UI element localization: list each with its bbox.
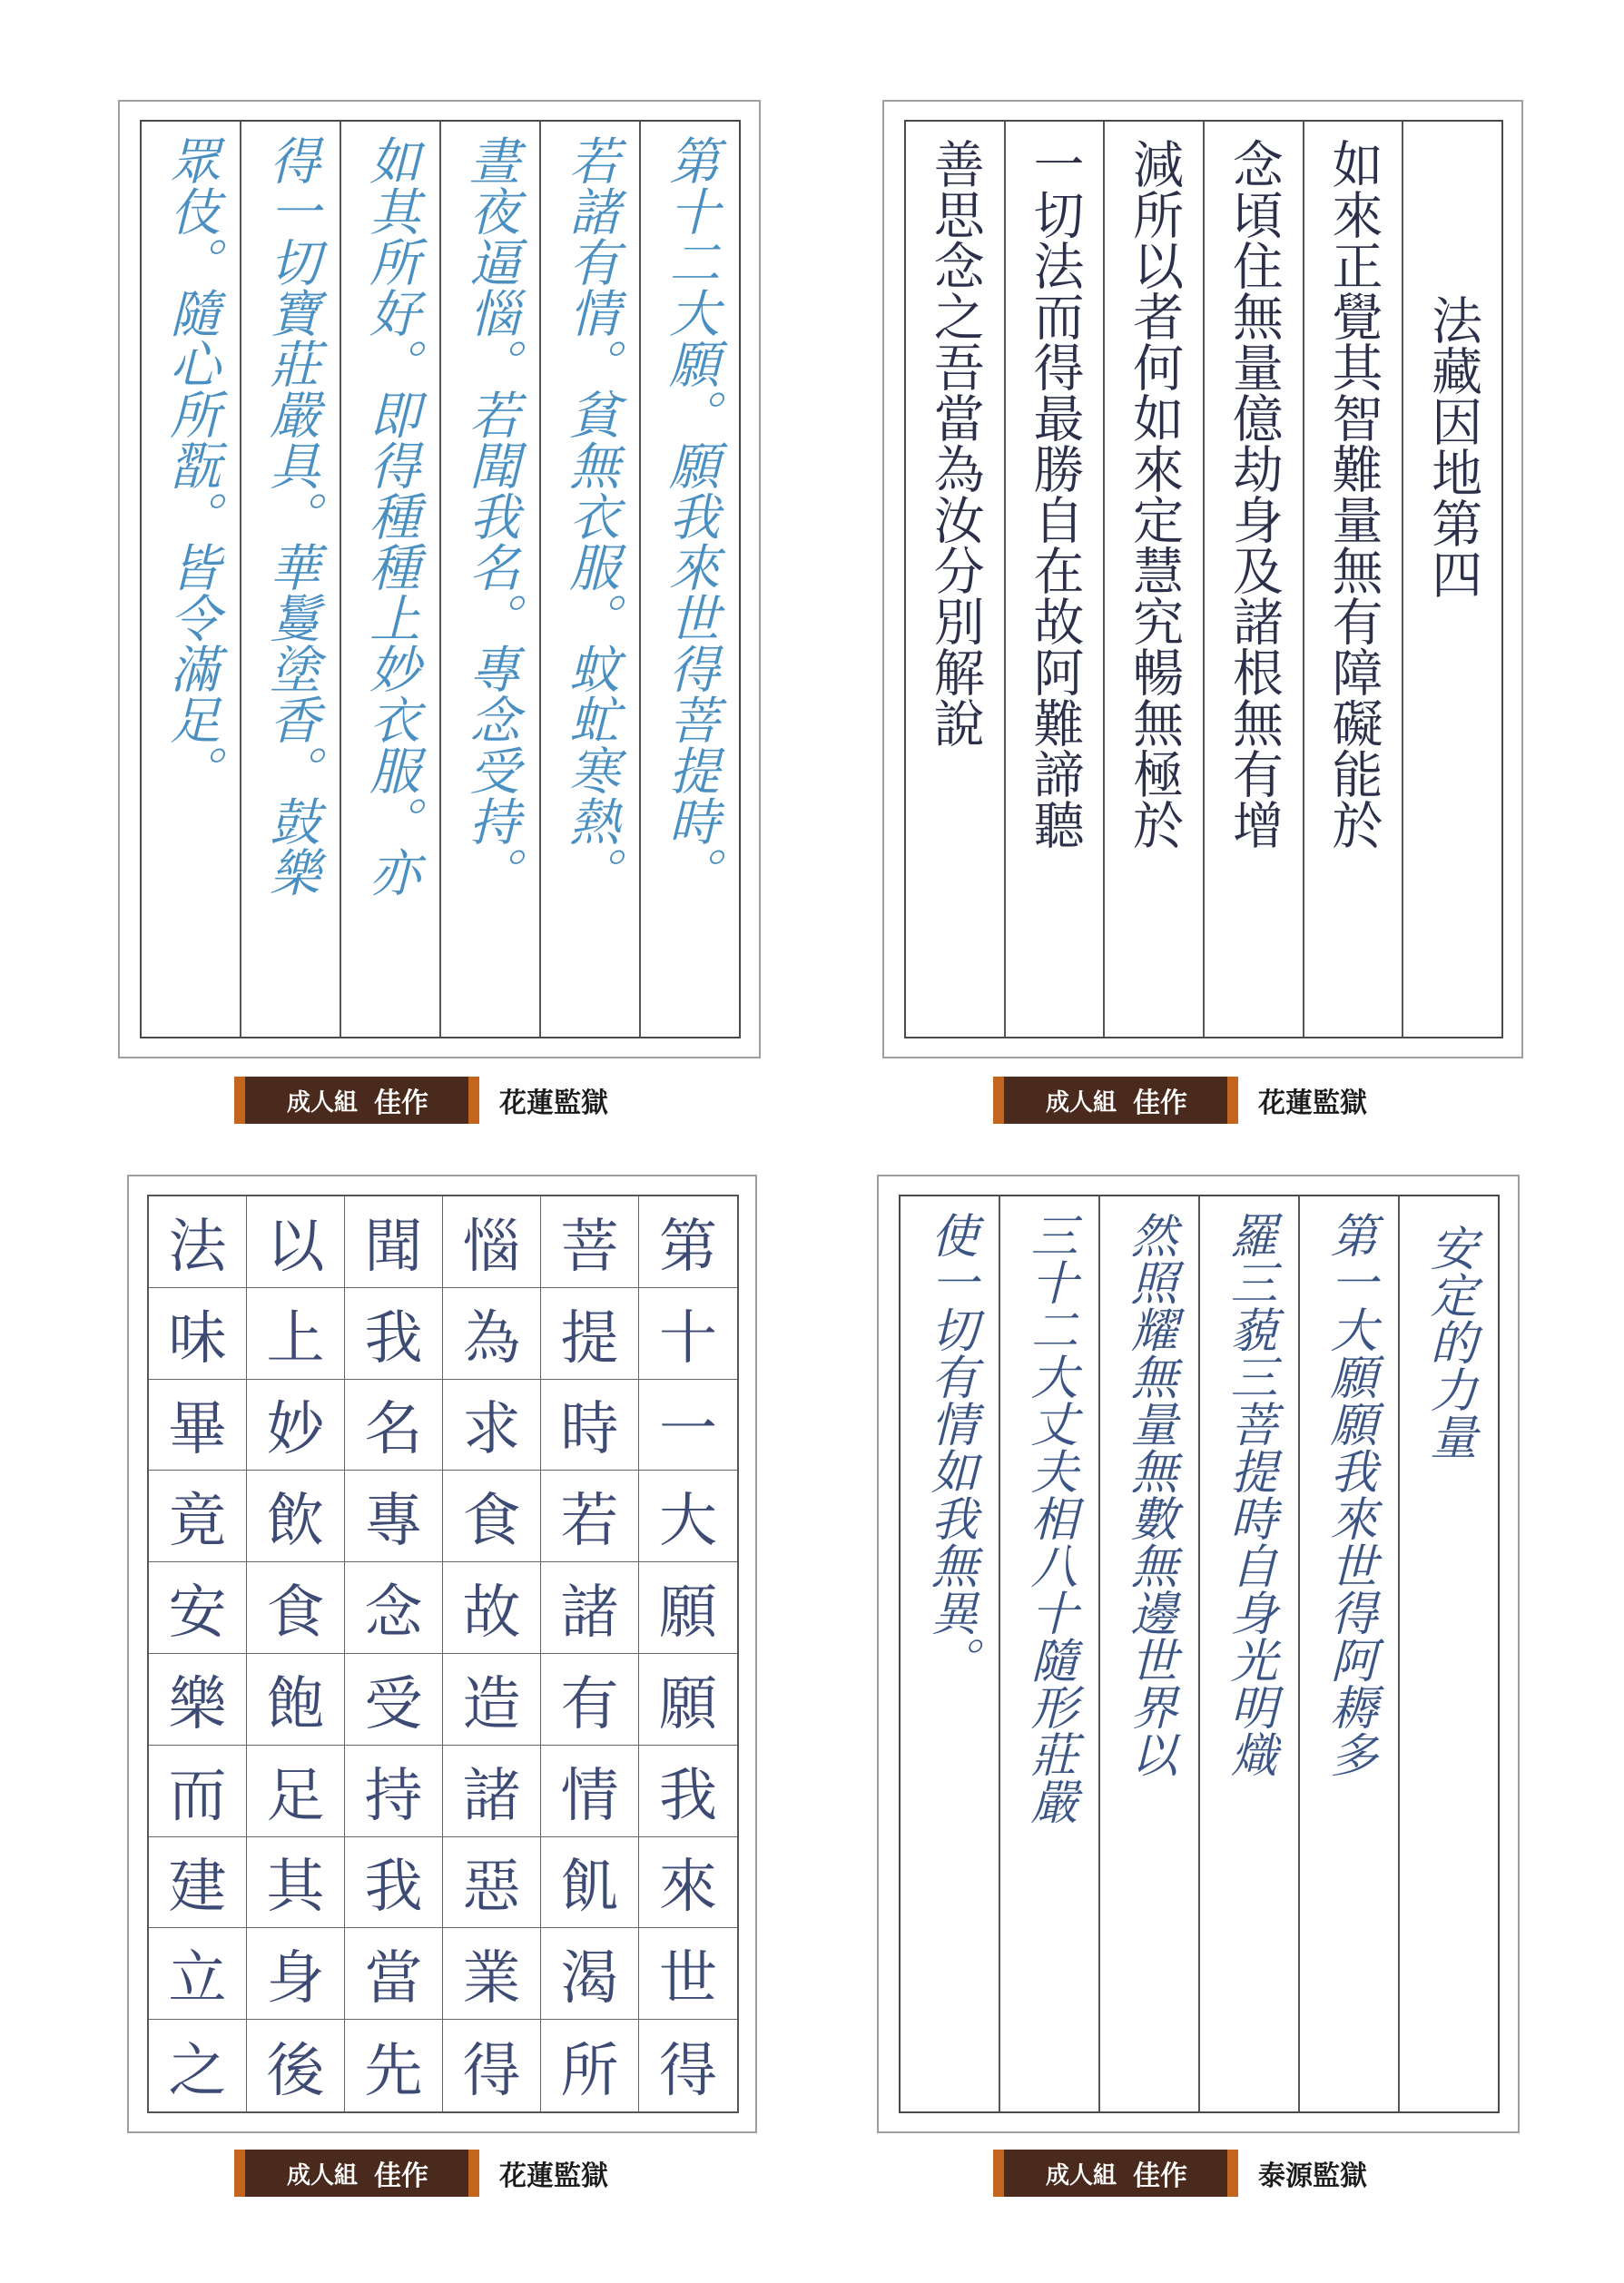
grid-cell: 我 [345, 1288, 443, 1380]
grid-cell: 大 [639, 1471, 737, 1562]
text-column [142, 122, 240, 1037]
grid-cell: 得 [659, 2037, 717, 2105]
grid-cell: 專 [345, 1471, 443, 1562]
text-column [906, 122, 1004, 1037]
grid-cell: 諸 [443, 1746, 541, 1837]
grid-cell: 建 [149, 1837, 247, 1929]
calligraphy-panel-4 [877, 1175, 1520, 2133]
column-text: 羅三藐三菩提時自身光明熾 [1222, 1211, 1276, 1777]
grid-cell: 當 [345, 1928, 443, 2020]
text-column [1103, 122, 1203, 1037]
text-column [439, 122, 539, 1037]
award-badge [234, 1077, 479, 1124]
grid-cell: 安 [149, 1562, 247, 1654]
grid-cell: 一 [639, 1380, 737, 1471]
text-column [1402, 122, 1501, 1037]
grid-cell: 第 [639, 1196, 737, 1288]
column-text: 如其所好。即得種種上妙衣服。亦 [361, 134, 420, 897]
award-badge [993, 1077, 1238, 1124]
grid-cell: 我 [639, 1746, 737, 1837]
column-text: 一切法而得最勝自在故阿難諦聽 [1025, 138, 1085, 850]
grid-cell: 身 [247, 1928, 345, 2020]
column-text: 若諸有情。貧無衣服。蚊虻寒熱。 [561, 134, 620, 897]
grid-cell: 為 [443, 1288, 541, 1380]
text-column [901, 1196, 999, 2111]
column-text: 三十二大丈夫相八十隨形莊嚴 [1022, 1211, 1077, 1825]
award-badge [993, 2150, 1238, 2197]
grid-cell: 食 [247, 1562, 345, 1654]
group-label: 成人組 [287, 1088, 359, 1117]
grid-cell: 味 [149, 1288, 247, 1380]
grid-cell: 惱 [443, 1196, 541, 1288]
column-text: 第十二大願。願我來世得菩提時。 [661, 134, 720, 897]
calligraphy-panel-1 [118, 100, 761, 1058]
column-text: 如來正覺其智難量無有障礙能於 [1324, 138, 1383, 850]
grid-cell: 念 [345, 1562, 443, 1654]
column-text: 法藏因地第四 [1423, 294, 1483, 599]
calligraphy-panel-2 [882, 100, 1523, 1058]
caption-4 [993, 2150, 1367, 2197]
grid-cell: 其 [247, 1837, 345, 1929]
grid-cell: 求 [443, 1380, 541, 1471]
grid-cell: 諸 [541, 1562, 639, 1654]
column-text: 第一大願願我來世得阿耨多 [1322, 1211, 1376, 1777]
grid-cell: 後 [247, 2020, 345, 2111]
manuscript-paper [140, 120, 741, 1038]
grid-cell: 菩 [541, 1196, 639, 1288]
grid-cell: 飲 [247, 1471, 345, 1562]
text-column [240, 122, 340, 1037]
grid-cell: 上 [247, 1288, 345, 1380]
group-label: 成人組 [1046, 1088, 1117, 1117]
grid-cell: 我 [345, 1837, 443, 1929]
grid-cell: 所 [541, 2020, 639, 2111]
caption-1 [234, 1077, 608, 1124]
grid-cell: 渴 [541, 1928, 639, 2020]
text-column [1203, 122, 1303, 1037]
award-label: 佳作 [374, 1087, 429, 1119]
text-column [539, 122, 639, 1037]
text-column [340, 122, 439, 1037]
group-label: 成人組 [1046, 2161, 1117, 2190]
grid-cell: 聞 [345, 1196, 443, 1288]
prison-label: 花蓮監獄 [499, 2160, 609, 2192]
award-label: 佳作 [1133, 2160, 1188, 2192]
text-column [1398, 1196, 1498, 2111]
grid-cell: 十 [639, 1288, 737, 1380]
grid-cell: 提 [541, 1288, 639, 1380]
grid-cell: 惡 [443, 1837, 541, 1929]
grid-cell: 業 [443, 1928, 541, 2020]
grid-cell: 飽 [247, 1654, 345, 1746]
prison-label: 泰源監獄 [1258, 2160, 1368, 2192]
calligraphy-panel-3 [127, 1175, 757, 2133]
grid-cell: 造 [443, 1654, 541, 1746]
grid-cell: 若 [541, 1471, 639, 1562]
caption-3 [234, 2150, 608, 2197]
grid-cell: 情 [541, 1746, 639, 1837]
grid-cell: 受 [345, 1654, 443, 1746]
text-column [639, 122, 739, 1037]
text-column [1004, 122, 1104, 1037]
grid-cell: 願 [639, 1562, 737, 1654]
grid-cell: 竟 [149, 1471, 247, 1562]
column-text: 晝夜逼惱。若聞我名。專念受持。 [461, 134, 520, 897]
grid-cell: 先 [345, 2020, 443, 2111]
grid-cell: 足 [247, 1746, 345, 1837]
grid-cell: 時 [541, 1380, 639, 1471]
grid-cell: 以 [247, 1196, 345, 1288]
grid-cell: 得 [443, 2020, 541, 2111]
caption-2 [993, 1077, 1367, 1124]
grid-cell: 飢 [541, 1837, 639, 1929]
grid-cell: 樂 [149, 1654, 247, 1746]
grid-cell: 法 [149, 1196, 247, 1288]
grid-cell: 世 [639, 1928, 737, 2020]
column-text: 安定的力量 [1422, 1224, 1476, 1460]
grid-cell: 有 [541, 1654, 639, 1746]
column-text: 念頃住無量億劫身及諸根無有增 [1224, 138, 1284, 850]
text-column [999, 1196, 1098, 2111]
manuscript-grid [147, 1195, 739, 2113]
grid-cell: 持 [345, 1746, 443, 1837]
manuscript-paper [904, 120, 1503, 1038]
column-text: 減所以者何如來定慧究暢無極於 [1125, 138, 1185, 850]
grid-cell: 名 [345, 1380, 443, 1471]
column-text: 使一切有情如我無異。 [922, 1211, 977, 1683]
text-column [1303, 122, 1403, 1037]
grid-cell: 之 [149, 2020, 247, 2111]
grid-cell: 願 [639, 1654, 737, 1746]
award-label: 佳作 [374, 2160, 429, 2192]
grid-cell: 畢 [149, 1380, 247, 1471]
grid-cell: 來 [639, 1837, 737, 1929]
text-column [1098, 1196, 1198, 2111]
column-text: 善思念之吾當為汝分別解說 [925, 138, 985, 748]
grid-cell: 妙 [247, 1380, 345, 1471]
grid-cell: 而 [149, 1746, 247, 1837]
column-text: 得一切寶莊嚴具。華鬘塗香。鼓樂 [261, 134, 320, 897]
grid-cell: 立 [149, 1928, 247, 2020]
manuscript-paper [899, 1195, 1500, 2113]
award-label: 佳作 [1133, 1087, 1188, 1119]
prison-label: 花蓮監獄 [1258, 1087, 1368, 1119]
prison-label: 花蓮監獄 [499, 1087, 609, 1119]
award-badge [234, 2150, 479, 2197]
column-text: 眾伎。隨心所翫。皆令滿足。 [162, 134, 221, 795]
grid-cell: 食 [443, 1471, 541, 1562]
column-text: 然照耀無量無數無邊世界以 [1122, 1211, 1176, 1777]
text-column [1298, 1196, 1398, 2111]
grid-cell: 故 [443, 1562, 541, 1654]
group-label: 成人組 [287, 2161, 359, 2190]
text-column [1198, 1196, 1298, 2111]
